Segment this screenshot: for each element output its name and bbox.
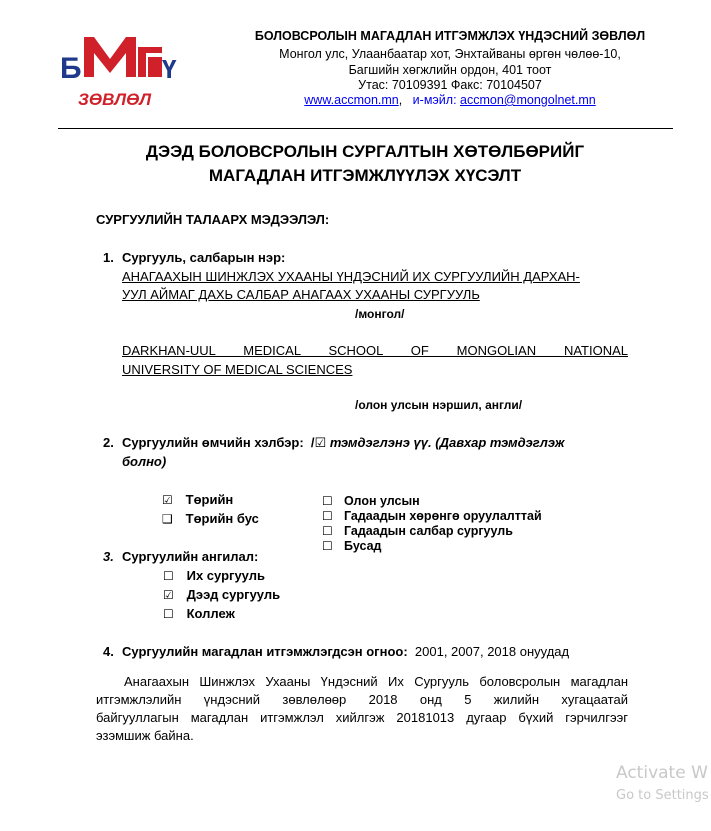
paragraph-line-2: итгэмжлэлийн үндэсний зөвлөлөөр 2018 онд 5 жилийн хугацаатай [96, 692, 628, 707]
contact-links: www.accmon.mn, и-мэйл: accmon@mongolnet.mn [304, 93, 596, 107]
category-option-label: Их сургууль [186, 568, 265, 583]
ownership-option-label: Бусад [344, 539, 382, 553]
organization-name: БОЛОВСРОЛЫН МАГАДЛАН ИТГЭМЖЛЭХ ҮНДЭСНИЙ ЗӨВЛӨЛ [254, 29, 646, 43]
ownership-option-private[interactable] [162, 510, 259, 528]
activation-watermark-title: Activate W [616, 763, 708, 783]
q3-number: 3. [103, 549, 114, 564]
header-divider [58, 128, 673, 129]
email-label: и-мэйл: [412, 93, 457, 107]
ownership-option-foreign-branch[interactable] [322, 524, 542, 539]
q2-hint-line-2: болно) [122, 454, 167, 469]
checked-box-icon[interactable]: ☑ [163, 588, 174, 602]
ownership-option-other[interactable] [322, 539, 542, 554]
ownership-options-right [322, 494, 542, 554]
unchecked-box-icon[interactable]: ❑ [162, 512, 173, 526]
q3-label: Сургуулийн ангилал: [122, 549, 259, 564]
accreditation-dates: 2001, 2007, 2018 онуудад [414, 644, 570, 659]
q4-row [122, 643, 569, 661]
logo-graphic [58, 33, 184, 111]
svg-text:Б: Б [60, 52, 82, 85]
paragraph-line-4: эзэмшиж байна. [96, 728, 194, 743]
note-mongolian: /монгол/ [355, 307, 405, 321]
school-name-mn-line-1: АНАГААХЫН ШИНЖЛЭХ УХААНЫ ҮНДЭСНИЙ ИХ СУРГУУЛИЙН ДАРХАН- [122, 269, 580, 284]
unchecked-box-icon[interactable]: ☐ [322, 539, 333, 553]
title-line-1: ДЭЭД БОЛОВСРОЛЫН СУРГАЛТЫН ХӨТӨЛБӨРИЙГ [145, 142, 585, 161]
school-name-en-line-1: DARKHAN-UUL MEDICAL SCHOOL OF MONGOLIAN NATIONAL [122, 343, 628, 358]
q2-label: Сургуулийн өмчийн хэлбэр: [122, 435, 304, 450]
q1-number: 1. [103, 250, 114, 265]
school-name-en-line-2: UNIVERSITY OF MEDICAL SCIENCES [122, 362, 353, 377]
address-line-2: Багшийн хөгжлийн ордон, 401 тоот [348, 63, 552, 77]
title-line-2: МАГАДЛАН ИТГЭМЖЛҮҮЛЭХ ХҮСЭЛТ [208, 166, 522, 185]
ownership-option-label: Гадаадын хөрөнгө оруулалттай [344, 509, 542, 523]
website-link[interactable]: www.accmon.mn [304, 93, 399, 107]
q4-number: 4. [103, 644, 114, 659]
category-option-label: Дээд сургууль [186, 587, 281, 602]
address-line-1: Монгол улс, Улаанбаатар хот, Энхтайваны өргөн чөлөө-10, [279, 47, 621, 61]
paragraph-line-3: байгууллагын магадлан итгэмжлэл хийлгэж 20181013 дугаар бүхий гэрчилгээг [96, 710, 628, 725]
activation-watermark-subtitle: Go to Settings [616, 788, 709, 803]
q1-label: Сургууль, салбарын нэр: [122, 250, 286, 265]
q2-hint-line-1: тэмдэглэнэ үү. (Давхар тэмдэглэж [329, 435, 565, 450]
ownership-option-foreign-investment[interactable] [322, 509, 542, 524]
document-title [70, 140, 660, 188]
unchecked-box-icon[interactable]: ☐ [322, 524, 333, 538]
unchecked-box-icon[interactable]: ☐ [163, 569, 174, 583]
q4-label: Сургуулийн магадлан итгэмжлэгдсэн огноо: [122, 644, 408, 659]
category-option-college-higher[interactable] [163, 586, 280, 604]
logo-text: ЗӨВЛӨЛ [78, 90, 152, 109]
category-option-label: Коллеж [186, 606, 235, 621]
ownership-option-international[interactable] [322, 494, 542, 509]
q2-hint-prefix: / [310, 435, 315, 450]
unchecked-box-icon[interactable]: ☐ [322, 494, 333, 508]
q2-hint-check-icon: ☑ [314, 435, 327, 450]
ownership-option-label: Гадаадын салбар сургууль [344, 524, 513, 538]
category-option-university[interactable] [163, 567, 265, 585]
category-option-college[interactable] [163, 605, 235, 623]
ownership-option-state[interactable] [162, 491, 233, 509]
ownership-option-label: Олон улсын [344, 494, 420, 508]
accreditation-paragraph [96, 673, 628, 745]
ownership-option-label: Төрийн [185, 492, 234, 507]
email-link[interactable]: accmon@mongolnet.mn [460, 93, 596, 107]
q2-label-row [122, 434, 564, 452]
note-english: /олон улсын нэршил, англи/ [355, 398, 523, 412]
section-heading: СУРГУУЛИЙН ТАЛААРХ МЭДЭЭЛЭЛ: [96, 212, 330, 227]
ownership-option-label: Төрийн бус [185, 511, 259, 526]
school-name-mn-line-2: УУЛ АЙМАГ ДАХЬ САЛБАР АНАГААХ УХААНЫ СУРГУУЛЬ [122, 287, 480, 302]
checked-box-icon[interactable]: ☑ [162, 493, 173, 507]
organization-logo [58, 33, 184, 111]
unchecked-box-icon[interactable]: ☐ [163, 607, 174, 621]
phone-fax: Утас: 70109391 Факс: 70104507 [358, 78, 542, 92]
svg-text:Ү: Ү [162, 54, 177, 84]
paragraph-line-1: Анагаахын Шинжлэх Ухааны Үндэсний Их Сургууль боловсролын магадлан [124, 674, 628, 689]
q2-number: 2. [103, 435, 114, 450]
unchecked-box-icon[interactable]: ☐ [322, 509, 333, 523]
